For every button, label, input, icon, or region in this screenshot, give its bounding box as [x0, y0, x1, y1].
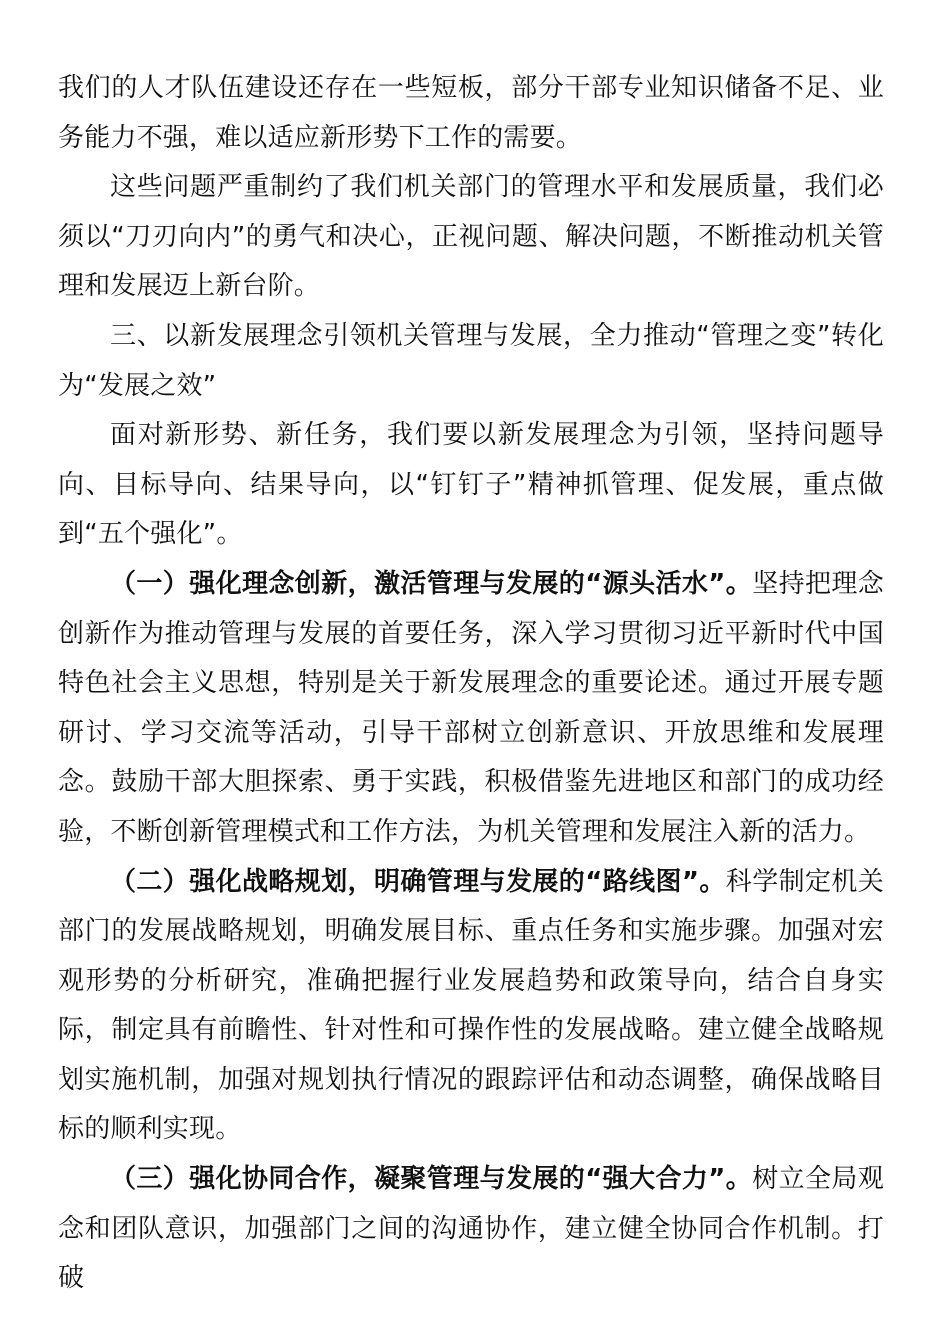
paragraph-collaboration — [58, 1155, 884, 1304]
section-heading-three — [58, 312, 884, 411]
paragraph-five-strengthenings-intro — [58, 411, 884, 560]
paragraph-problems-constraint — [58, 163, 884, 312]
paragraph-text: 我们的人才队伍建设还存在一些短板，部分干部专业知识储备不足、业务能力不强，难以适应新形势下工作的需要。 — [58, 73, 884, 153]
paragraph-text: 科学制定机关部门的发展战略规划，明确发展目标、重点任务和实施步骤。加强对宏观形势的分析研究，准确把握行业发展趋势和政策导向，结合自身实际，制定具有前瞻性、针对性和可操作性的发展战略。建立健全战略规划实施机制，加强对规划执行情况的跟踪评估和动态调整，确保战略目标的顺利实现。 — [58, 866, 884, 1145]
paragraph-text: 坚持把理念创新作为推动管理与发展的首要任务，深入学习贯彻习近平新时代中国特色社会主义思想，特别是关于新发展理念的重要论述。通过开展专题研讨、学习交流等活动，引导干部树立创新意识、开放思维和发展理念。鼓励干部大胆探索、勇于实践，积极借鉴先进地区和部门的成功经验，不断创新管理模式和工作方法，为机关管理和发展注入新的活力。 — [58, 568, 884, 847]
paragraph-talent-shortcomings — [58, 64, 884, 163]
document-page — [58, 64, 884, 1304]
subheading-one: （一）强化理念创新，激活管理与发展的“源头活水”。 — [110, 568, 753, 599]
subheading-two: （二）强化战略规划，明确管理与发展的“路线图”。 — [110, 866, 726, 897]
paragraph-text: 面对新形势、新任务，我们要以新发展理念为引领，坚持问题导向、目标导向、结果导向，以“钉钉子”精神抓管理、促发展，重点做到“五个强化”。 — [58, 420, 884, 550]
paragraph-text: 树立全局观念和团队意识，加强部门之间的沟通协作，建立健全协同合作机制。打破 — [58, 1164, 884, 1294]
paragraph-concept-innovation — [58, 560, 884, 858]
paragraph-text: 这些问题严重制约了我们机关部门的管理水平和发展质量，我们必须以“刀刃向内”的勇气和决心，正视问题、解决问题，不断推动机关管理和发展迈上新台阶。 — [58, 172, 884, 302]
paragraph-strategic-planning — [58, 858, 884, 1156]
subheading-three: （三）强化协同合作，凝聚管理与发展的“强大合力”。 — [110, 1164, 753, 1195]
section-heading-text: 三、以新发展理念引领机关管理与发展，全力推动“管理之变”转化为“发展之效” — [58, 320, 884, 401]
